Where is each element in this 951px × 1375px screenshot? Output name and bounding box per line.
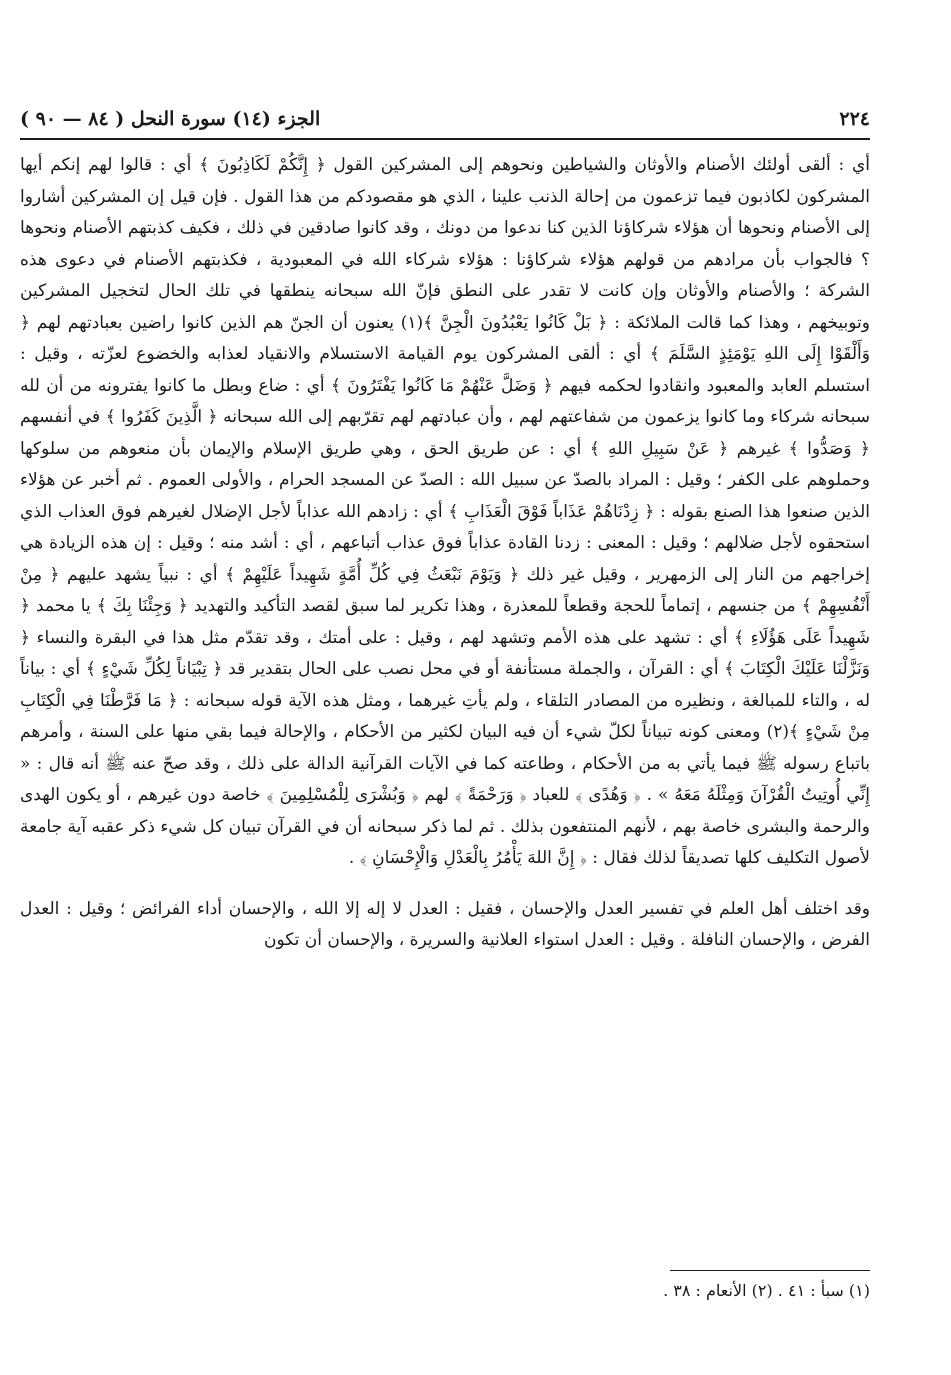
footnote-divider — [670, 1270, 870, 1271]
tafsir-body — [20, 150, 870, 957]
page-header — [20, 98, 870, 130]
paragraph-2: وقد اختلف أهل العلم في تفسير العدل والإحسان ، فقيل : العدل لا إله إلا الله ، والإحسان أداء الفرائض ؛ وقيل : العدل الفرض ، والإحسان النافلة . وقيل : العدل استواء العلانية والسريرة ، والإحسان أن تكون — [20, 898, 870, 950]
page-number: ٢٢٤ — [839, 108, 870, 130]
paragraph-1: أي : ألقى أولئك الأصنام والأوثان والشياطين ونحوهم إلى المشركين القول ﴿ إِنَّكُمْ لَكَاذِبُونَ ﴾ أي : قالوا لهم إنكم أيها المشركون لكاذبون فيما تزعمون من إحالة الذنب علينا ، الذي هو مقصودكم من هذا القول . فإن قيل إن المشركين أشاروا إلى الأصنام ونحوها أن هؤلاء شركاؤنا الذين كنا ندعوا من دونك ، وقد كانوا صادقين في ذلك ، فكيف كذبتهم الأصنام ونحوها ؟ فالجواب بأن مرادهم من قولهم هؤلاء شركاؤنا : هؤلاء شركاء الله في المعبودية ، فكذبتهم الأصنام في دعوى هذه الشركة ؛ والأصنام والأوثان وإن كانت لا تقدر على النطق فإنّ الله سبحانه ينطقها في تلك الحال لتخجيل المشركين وتوبيخهم ، وهذا كما قالت الملائكة : ﴿ بَلْ كَانُوا يَعْبُدُونَ الْجِنَّ ﴾(١) يعنون أن الجنّ هم الذين كانوا راضين بعبادتهم لهم ﴿ وَأَلْقَوْا إِلَى اللهِ يَوْمَئِذٍ السَّلَمَ ﴾ أي : ألقى المشركون يوم القيامة الاستسلام والانقياد لعذابه والخضوع لعزّته ، وقيل : استسلم العابد والمعبود وانقادوا لحكمه فيهم ﴿ وَضَلَّ عَنْهُمْ مَا كَانُوا يَفْتَرُونَ ﴾ أي : ضاع وبطل ما كانوا يفترونه من أن لله سبحانه شركاء وما كانوا يزعمون من شفاعتهم لهم ، وأن عبادتهم لهم تقرّبهم إلى الله سبحانه ﴿ الَّذِينَ كَفَرُوا ﴾ في أنفسهم ﴿ وَصَدُّوا ﴾ غيرهم ﴿ عَنْ سَبِيلِ اللهِ ﴾ أي : عن طريق الحق ، وهي طريق الإسلام والإيمان بأن منعوهم من سلوكها وحملوهم على الكفر ؛ وقيل : المراد بالصدّ عن سبيل الله : الصدّ عن المسجد الحرام ، والأولى العموم . ثم أخبر عن هؤلاء الذين صنعوا هذا الصنع بقوله : ﴿ زِدْنَاهُمْ عَذَاباً فَوْقَ الْعَذَابِ ﴾ أي : زادهم الله عذاباً لأجل الإضلال لغيرهم فوق العذاب الذي استحقوه لأجل ضلالهم ؛ وقيل : المعنى : زدنا القادة عذاباً فوق عذاب أتباعهم ، أي : أشد منه ؛ وقيل : إن هذه الزيادة هي إخراجهم من النار إلى الزمهرير ، وقيل غير ذلك ﴿ وَيَوْمَ نَبْعَثُ فِي كُلِّ أُمَّةٍ شَهِيداً عَلَيْهِمْ ﴾ أي : نبياً يشهد عليهم ﴿ مِنْ أَنْفُسِهِمْ ﴾ من جنسهم ، إتماماً للحجة وقطعاً للمعذرة ، وهذا تكرير لما سبق لقصد التأكيد والتهديد ﴿ وَجِئْنَا بِكَ ﴾ يا محمد ﴿ شَهِيداً عَلَى هَؤُلَاءِ ﴾ أي : تشهد على هذه الأمم وتشهد لهم ، وقيل : على أمتك ، وقد تقدّم مثل هذا في البقرة والنساء ﴿ وَنَزَّلْنَا عَلَيْكَ الْكِتَابَ ﴾ أي : القرآن ، والجملة مستأنفة أو في محل نصب على الحال بتقدير قد ﴿ تِبْيَاناً لِكُلِّ شَيْءٍ ﴾ أي : بياناً له ، والتاء للمبالغة ، ونظيره من المصادر التلقاء ، ولم يأتِ غيرهما ، ومثل هذه الآية قوله سبحانه : ﴿ مَا فَرَّطْنَا فِي الْكِتَابِ مِنْ شَيْءٍ ﴾(٢) ومعنى كونه تبياناً لكلّ شيء أن فيه البيان لكثير من الأحكام ، والإحالة فيما بقي منها على السنة ، وأمرهم باتباع رسوله ﷺ فيما يأتي به من الأحكام ، وطاعته كما في الآيات القرآنية الدالة على ذلك ، وقد صحّ عنه ﷺ أنه قال : « إِنِّي أُوتِيتُ الْقُرْآنَ وَمِثْلَهُ مَعَهُ » . ﴿ وَهُدًى ﴾ للعباد ﴿ وَرَحْمَةً ﴾ لهم ﴿ وَبُشْرَى لِلْمُسْلِمِينَ ﴾ خاصة دون غيرهم ، أو يكون الهدى والرحمة والبشرى خاصة بهم ، لأنهم المنتفعون بذلك . ثم لما ذكر سبحانه أن في القرآن تبيان كل شيء ذكر عقبه آية جامعة لأصول التكليف كلها تصديقاً لذلك فقال : ﴿ إِنَّ اللهَ يَأْمُرُ بِالْعَدْلِ وَالْإِحْسَانِ ﴾ . — [20, 155, 870, 868]
running-title: الجزء (١٤) سورة النحل ( ٨٤ — ٩٠ ) — [20, 108, 321, 130]
footnotes: (١) سبأ : ٤١ . (٢) الأنعام : ٣٨ . — [663, 1281, 870, 1300]
header-divider — [20, 138, 870, 140]
